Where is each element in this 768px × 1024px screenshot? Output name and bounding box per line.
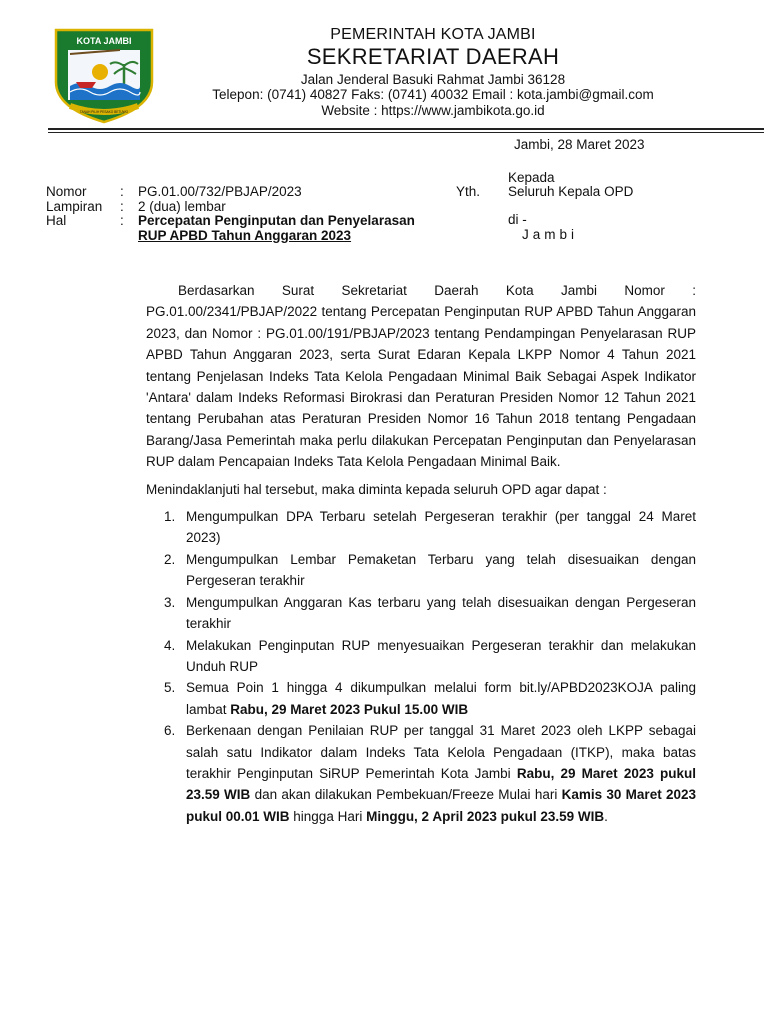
- nomor-value: PG.01.00/732/PBJAP/2023: [138, 184, 302, 199]
- hal-value-line2: RUP APBD Tahun Anggaran 2023: [138, 228, 352, 243]
- item-5-deadline: Rabu, 29 Maret 2023 Pukul 15.00 WIB: [230, 701, 469, 717]
- list-item-number: 4.: [164, 637, 176, 653]
- list-item: [146, 720, 696, 827]
- list-item: [146, 592, 696, 635]
- nomor-label: Nomor: [46, 184, 87, 199]
- office-contact: Telepon: (0741) 40827 Faks: (0741) 40032 Email : kota.jambi@gmail.com: [212, 87, 654, 103]
- list-item-text: Mengumpulkan Anggaran Kas terbaru yang telah disesuaikan dengan Pergeseran terakhir: [186, 594, 696, 632]
- emblem-motto: TANAH PILIH PESAKO BETUWO: [79, 110, 129, 114]
- office-website: Website : https://www.jambikota.go.id: [321, 102, 545, 118]
- item-6-deadline: Rabu, 29 Maret 2023 pukul 23.59 WIB: [186, 765, 697, 803]
- list-item-text: Melakukan Penginputan RUP menyesuaikan Pergeseran terakhir dan melakukan Unduh RUP: [186, 637, 696, 674]
- list-item-text: [186, 720, 696, 827]
- lampiran-value: 2 (dua) lembar: [138, 199, 226, 214]
- body-paragraph-2: Menindaklanjuti hal tersebut, maka diminta kepada seluruh OPD agar dapat :: [146, 481, 607, 497]
- kota-jambi-emblem-icon: [50, 24, 158, 124]
- item-6-text-c: hingga Hari: [289, 808, 367, 824]
- body-paragraph-1: Berdasarkan Surat Sekretariat Daerah Kota Jambi Nomor : PG.01.00/2341/PBJAP/2022 tentang Percepatan Penginputan RUP APBD Tahun Anggaran 2023, dan Nomor : PG.01.00/191/PBJAP/2023 tentang Pendampingan Penyelarasan RUP APBD Tahun Anggaran 2023, serta Surat Edaran Kepala LKPP Nomor 4 Tahun 2021 tentang Penjelasan Indeks Tata Kelola Pengadaan Minimal Baik Sebagai Aspek Indikator 'Antara' dalam Indeks Reformasi Birokrasi dan Peraturan Presiden Nomor 12 Tahun 2021 tentang Perubahan atas Peraturan Presiden Nomor 16 Tahun 2018 tentang Pengadaan Barang/Jasa Pemerintah maka perlu dilakukan Percepatan Penginputan dan Penyelarasan RUP dalam Pencapaian Indeks Tata Kelola Pengadaan Minimal Baik.: [146, 283, 696, 470]
- letterhead-divider-thick: [48, 128, 764, 130]
- list-item-number: 6.: [164, 723, 176, 739]
- list-item: [146, 635, 696, 678]
- list-item-text: Mengumpulkan Lembar Pemaketan Terbaru yang telah disesuaikan dengan Pergeseran terakhir: [186, 551, 696, 589]
- recipient-yth: Yth.: [456, 184, 481, 199]
- item-6-text-d: .: [604, 808, 608, 824]
- item-5-text: Semua Poin 1 hingga 4 dikumpulkan melalui form bit.ly/APBD2023KOJA paling lambat: [186, 680, 696, 717]
- list-item: [146, 549, 696, 592]
- item-6-freeze-end: Minggu, 2 April 2023 pukul 23.59 WIB: [366, 808, 605, 824]
- letterhead-divider-thin: [48, 132, 764, 133]
- office-address: Jalan Jenderal Basuki Rahmat Jambi 36128: [300, 71, 566, 87]
- letter-body: [146, 280, 696, 827]
- item-6-text-a: Berkenaan dengan Penilaian RUP per tanggal 31 Maret 2023 oleh LKPP sebagai salah satu Indikator dalam Indeks Tata Kelola Pengadaan (ITKP), maka batas terakhir Penginputan SiRUP Pemerintah Kota Jambi: [186, 723, 696, 781]
- office-name: SEKRETARIAT DAERAH: [306, 44, 560, 70]
- hal-colon: :: [120, 213, 124, 228]
- list-item: [146, 506, 696, 549]
- item-6-text-b: dan akan dilakukan Pembekuan/Freeze Mulai hari: [250, 787, 562, 803]
- list-item-number: 2.: [164, 551, 176, 567]
- recipient-place: Jambi: [522, 227, 579, 242]
- list-item-text: [186, 677, 696, 720]
- lampiran-colon: :: [120, 199, 124, 214]
- list-item: [146, 677, 696, 720]
- lampiran-label: Lampiran: [46, 199, 103, 214]
- hal-label: Hal: [46, 213, 67, 228]
- list-item-number: 5.: [164, 680, 176, 696]
- letter-date: Jambi, 28 Maret 2023: [514, 137, 645, 152]
- list-item-text: Mengumpulkan DPA Terbaru setelah Pergeseran terakhir (per tanggal 24 Maret 2023): [186, 509, 696, 546]
- list-item-number: 3.: [164, 594, 176, 610]
- government-name: PEMERINTAH KOTA JAMBI: [330, 26, 536, 43]
- list-item-number: 1.: [164, 509, 176, 525]
- hal-value-line1: Percepatan Penginputan dan Penyelarasan: [138, 213, 415, 228]
- letterhead: [150, 26, 716, 118]
- request-list: [146, 506, 696, 827]
- recipient-kepada: Kepada: [508, 170, 555, 185]
- nomor-colon: :: [120, 184, 124, 199]
- recipient-di: di -: [508, 212, 527, 227]
- item-6-freeze-start: Kamis 30 Maret 2023 pukul 00.01 WIB: [186, 787, 696, 824]
- recipient-name: Seluruh Kepala OPD: [508, 184, 634, 199]
- emblem-title: KOTA JAMBI: [76, 36, 132, 46]
